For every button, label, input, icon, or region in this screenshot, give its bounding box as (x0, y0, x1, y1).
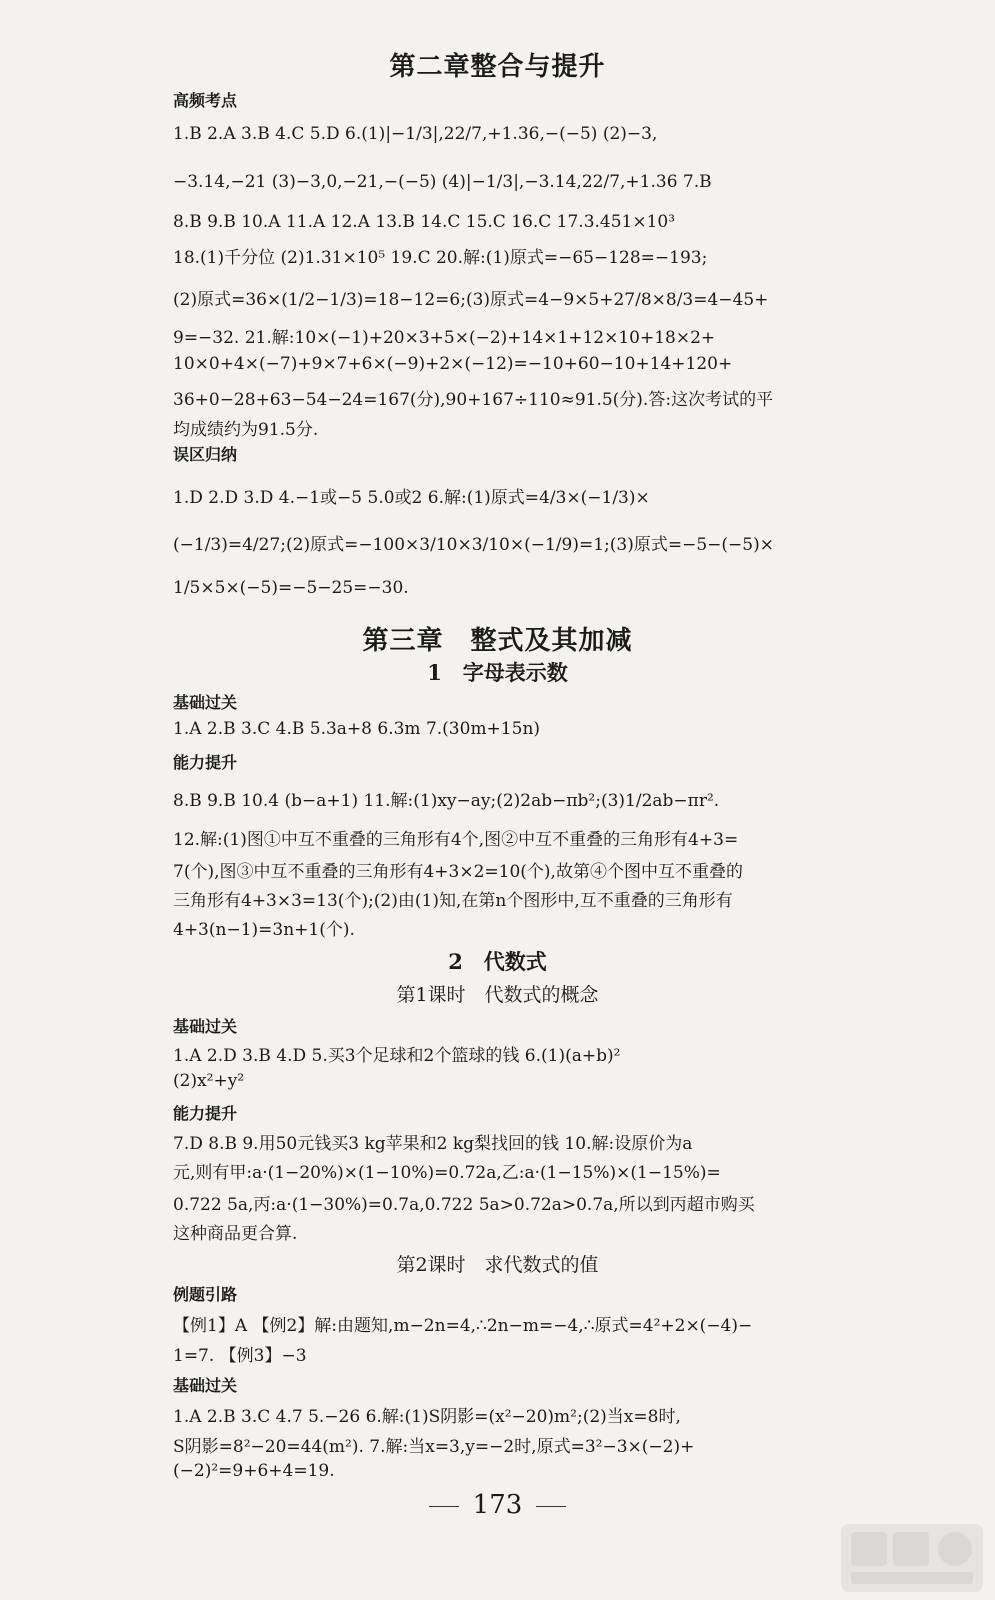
watermark-logo (837, 1520, 987, 1596)
answer-line: 1.A 2.B 3.C 4.7 5.−26 6.解:(1)S阴影=(x²−20)m²;(2)当x=8时, (173, 1407, 681, 1427)
answer-line: 18.(1)千分位 (2)1.31×10⁵ 19.C 20.解:(1)原式=−65−128=−193; (173, 248, 708, 268)
section-label-high-frequency: 高频考点 (173, 91, 238, 110)
answer-line: 8.B 9.B 10.A 11.A 12.A 13.B 14.C 15.C 16.C 17.3.451×10³ (173, 212, 676, 232)
section-title: 2 代数式 (448, 949, 547, 974)
dash-right (536, 1506, 566, 1507)
answer-line: 8.B 9.B 10.4 (b−a+1) 11.解:(1)xy−ay;(2)2ab−πb²;(3)1/2ab−πr². (173, 791, 720, 811)
answer-line: 1.D 2.D 3.D 4.−1或−5 5.0或2 6.解:(1)原式=4/3×(−1/3)× (173, 488, 650, 508)
answer-line: 三角形有4+3×3=13(个);(2)由(1)知,在第n个图形中,互不重叠的三角形有 (173, 891, 733, 911)
chapter3-title: 第三章 整式及其加减 (362, 626, 633, 656)
answer-line: 1.A 2.D 3.B 4.D 5.买3个足球和2个篮球的钱 6.(1)(a+b)² (173, 1046, 621, 1066)
answer-line: 1/5×5×(−5)=−5−25=−30. (173, 578, 409, 598)
answer-line: 元,则有甲:a·(1−20%)×(1−10%)=0.72a,乙:a·(1−15%)×(1−15%)= (173, 1163, 721, 1183)
section-label-basic: 基础过关 (173, 693, 238, 712)
section-label-examples: 例题引路 (173, 1285, 238, 1304)
answer-line: 1=7. 【例3】−3 (173, 1346, 307, 1366)
section-label-mistakes: 误区归纳 (173, 445, 238, 464)
lesson-title: 第1课时 代数式的概念 (396, 984, 599, 1006)
answer-line: 1.B 2.A 3.B 4.C 5.D 6.(1)|−1/3|,22/7,+1.36,−(−5) (2)−3, (173, 124, 658, 144)
lesson-title: 第2课时 求代数式的值 (396, 1254, 599, 1276)
section-label-basic: 基础过关 (173, 1376, 238, 1395)
answer-line: (2)原式=36×(1/2−1/3)=18−12=6;(3)原式=4−9×5+27/8×8/3=4−45+ (173, 290, 769, 310)
answer-line: (−1/3)=4/27;(2)原式=−100×3/10×3/10×(−1/9)=1;(3)原式=−5−(−5)× (173, 535, 774, 555)
answer-line: (−2)²=9+6+4=19. (173, 1461, 335, 1481)
section-label-ability: 能力提升 (173, 753, 238, 772)
answer-line: 1.A 2.B 3.C 4.B 5.3a+8 6.3m 7.(30m+15n) (173, 719, 541, 739)
section-label-ability: 能力提升 (173, 1104, 238, 1123)
answer-line: 【例1】A 【例2】解:由题知,m−2n=4,∴2n−m=−4,∴原式=4²+2×(−4)− (173, 1316, 753, 1336)
answer-line: 这种商品更合算. (173, 1224, 298, 1244)
page-number (0, 1490, 995, 1520)
answer-line: 9=−32. 21.解:10×(−1)+20×3+5×(−2)+14×1+12×10+18×2+ (173, 328, 716, 348)
answer-line: 0.722 5a,丙:a·(1−30%)=0.7a,0.722 5a>0.72a>0.7a,所以到丙超市购买 (173, 1195, 755, 1215)
answer-line: 7(个),图③中互不重叠的三角形有4+3×2=10(个),故第④个图中互不重叠的 (173, 862, 743, 882)
answer-line: 36+0−28+63−54−24=167(分),90+167÷110≈91.5(分).答:这次考试的平 (173, 390, 774, 410)
answer-line: S阴影=8²−20=44(m²). 7.解:当x=3,y=−2时,原式=3²−3×(−2)+ (173, 1437, 695, 1457)
answer-line: 7.D 8.B 9.用50元钱买3 kg苹果和2 kg梨找回的钱 10.解:设原价为a (173, 1134, 693, 1154)
section-label-basic: 基础过关 (173, 1017, 238, 1036)
answer-line: (2)x²+y² (173, 1071, 245, 1091)
answer-line: 12.解:(1)图①中互不重叠的三角形有4个,图②中互不重叠的三角形有4+3= (173, 830, 739, 850)
section-title: 1 字母表示数 (427, 660, 568, 685)
page-number-text: 173 (472, 1490, 523, 1520)
answer-line: 10×0+4×(−7)+9×7+6×(−9)+2×(−12)=−10+60−10+14+120+ (173, 354, 733, 374)
dash-left (429, 1506, 459, 1507)
answer-line: 均成绩约为91.5分. (173, 420, 319, 440)
answer-line: 4+3(n−1)=3n+1(个). (173, 920, 355, 940)
answer-line: −3.14,−21 (3)−3,0,−21,−(−5) (4)|−1/3|,−3.14,22/7,+1.36 7.B (173, 172, 712, 192)
chapter2-title: 第二章整合与提升 (389, 52, 606, 82)
